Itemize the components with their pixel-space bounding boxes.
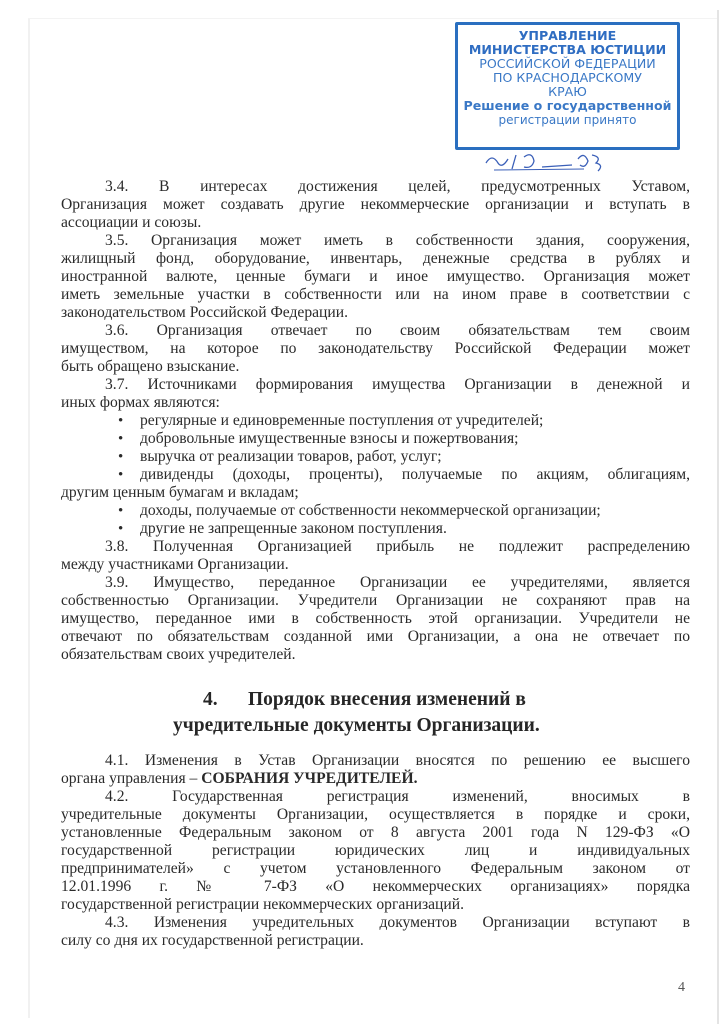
section-4-title-line2: учредительные документы Организации. bbox=[173, 715, 540, 736]
paragraph-3-5-line: жилищный фонд, оборудование, инвентарь, денежные средства в рублях и bbox=[61, 250, 690, 267]
list-item: регулярные и единовременные поступления от учредителей; bbox=[140, 412, 544, 429]
list-item: другие не запрещенные законом поступления. bbox=[140, 520, 447, 537]
paragraph-3-5-line: 3.5. Организация может иметь в собственности здания, сооружения, bbox=[105, 232, 690, 249]
stamp-line: КРАЮ bbox=[548, 84, 587, 99]
paragraph-3-9-line: имущество, переданное ими в собственность этой организации. Учредители не bbox=[61, 610, 690, 627]
paragraph-3-9-line: отвечают по обязательствам созданной ими Организации, а она не отвечает по bbox=[61, 628, 690, 645]
list-item: доходы, получаемые от собственности некоммерческой организации; bbox=[140, 502, 601, 519]
paragraph-3-4-line: 3.4. В интересах достижения целей, предусмотренных Уставом, bbox=[105, 178, 690, 195]
paragraph-3-5-line: иностранной валюте, ценные бумаги и иное имущество. Организация может bbox=[61, 268, 690, 285]
list-item: добровольные имущественные взносы и пожертвования; bbox=[140, 430, 519, 447]
paragraph-3-6-line: имуществом, на которое по законодательству Российской Федерации может bbox=[61, 340, 690, 357]
registration-stamp bbox=[455, 22, 680, 150]
bullet-icon: • bbox=[118, 467, 124, 483]
paragraph-3-9-line: 3.9. Имущество, переданное Организации ее учредителями, является bbox=[105, 574, 690, 591]
paragraph-4-2-line: государственной регистрации юридических лиц и индивидуальных bbox=[61, 842, 690, 859]
stamp-line: УПРАВЛЕНИЕ bbox=[518, 28, 617, 43]
section-4-title-line1: Порядок внесения изменений в bbox=[248, 689, 526, 710]
paragraph-3-4-line: ассоциации и союзы. bbox=[61, 214, 202, 231]
paragraph-4-1-line: 4.1. Изменения в Устав Организации вносятся по решению ее высшего bbox=[105, 752, 690, 769]
paragraph-4-3-line: силу со дня их государственной регистрации. bbox=[61, 932, 364, 949]
stamp-line: Решение о государственной bbox=[463, 98, 672, 113]
paragraph-4-1-text: органа управления – bbox=[61, 770, 202, 787]
paragraph-3-6-line: быть обращено взыскание. bbox=[61, 358, 240, 375]
bullet-icon: • bbox=[118, 449, 124, 465]
paragraph-3-5-line: иметь земельные участки в собственности или на ином праве в соответствии с bbox=[61, 286, 690, 303]
paragraph-3-6-line: 3.6. Организация отвечает по своим обязательствам тем своим bbox=[105, 322, 690, 339]
bullet-icon: • bbox=[118, 413, 124, 429]
stamp-line: МИНИСТЕРСТВА ЮСТИЦИИ bbox=[468, 42, 667, 57]
paragraph-4-2-line: учредительные документы Организации, осуществляется в порядке и сроки, bbox=[61, 806, 690, 823]
bullet-icon: • bbox=[118, 521, 124, 537]
stamp-line: регистрации принято bbox=[498, 113, 637, 127]
paragraph-3-8-line: 3.8. Полученная Организацией прибыль не подлежит распределению bbox=[105, 538, 690, 555]
page-number: 4 bbox=[678, 980, 685, 995]
paragraph-4-1-emphasis: СОБРАНИЯ УЧРЕДИТЕЛЕЙ. bbox=[201, 770, 418, 787]
paragraph-4-3-line: 4.3. Изменения учредительных документов Организации вступают в bbox=[105, 914, 690, 931]
bullet-icon: • bbox=[118, 431, 124, 447]
paragraph-4-2-line: предпринимателей» с учетом установленного Федеральным законом от bbox=[61, 860, 690, 877]
paragraph-3-9-line: обязательствам своих учредителей. bbox=[61, 646, 296, 663]
paragraph-3-7-line: 3.7. Источниками формирования имущества Организации в денежной и bbox=[105, 376, 690, 393]
page-scan-edge-right bbox=[717, 10, 719, 1024]
paragraph-3-4-line: Организация может создавать другие некоммерческие организации и вступать в bbox=[61, 196, 690, 213]
stamp-line: РОССИЙСКОЙ ФЕДЕРАЦИИ bbox=[479, 56, 656, 71]
paragraph-4-2-line: 4.2. Государственная регистрация изменений, вносимых в bbox=[105, 788, 690, 805]
stamp-line: ПО КРАСНОДАРСКОМУ bbox=[493, 70, 642, 85]
page-scan-edge-left bbox=[28, 18, 30, 1018]
paragraph-4-2-line: 12.01.1996 г. № 7-ФЗ «О некоммерческих организациях» порядка bbox=[61, 878, 690, 895]
list-item: выручка от реализации товаров, работ, услуг; bbox=[140, 448, 442, 465]
paragraph-3-5-line: законодательством Российской Федерации. bbox=[61, 304, 348, 321]
paragraph-3-7-line: иных формах являются: bbox=[61, 394, 220, 411]
paragraph-4-2-line: установленные Федеральным законом от 8 августа 2001 года N 129-ФЗ «О bbox=[61, 824, 690, 841]
paragraph-3-9-line: собственностью Организации. Учредители Организации не сохраняют прав на bbox=[61, 592, 690, 609]
handwritten-date-signature bbox=[480, 149, 640, 173]
section-4-number: 4. bbox=[203, 689, 218, 710]
bullet-icon: • bbox=[118, 503, 124, 519]
list-item-continuation: другим ценным бумагам и вкладам; bbox=[61, 484, 299, 501]
paragraph-4-1-line bbox=[61, 770, 690, 788]
page-scan-edge-top bbox=[28, 18, 718, 19]
list-item: дивиденды (доходы, проценты), получаемые по акциям, облигациям, bbox=[140, 466, 690, 483]
paragraph-4-2-line: государственной регистрации некоммерческих организаций. bbox=[61, 896, 464, 913]
paragraph-3-8-line: между участниками Организации. bbox=[61, 556, 289, 573]
